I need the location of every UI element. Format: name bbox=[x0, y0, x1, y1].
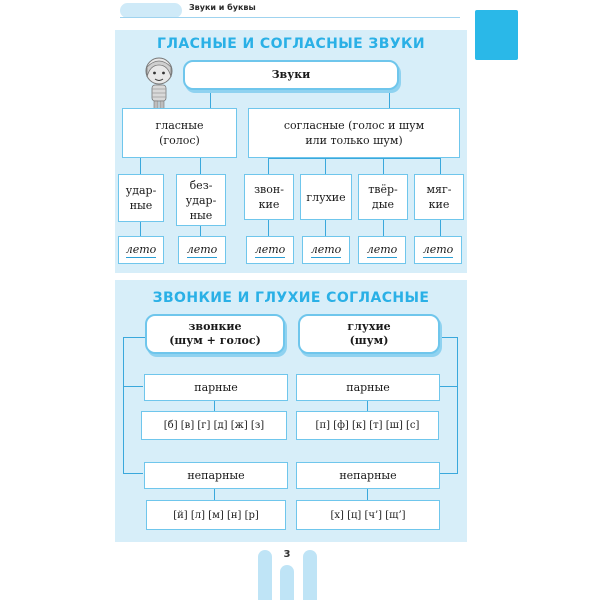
stressed-box bbox=[118, 174, 164, 222]
sounds-text: [х] [ц] [ч’] [щ’] bbox=[330, 509, 406, 521]
bracket-right bbox=[440, 386, 458, 387]
section2-title: ЗВОНКИЕ И ГЛУХИЕ СОГЛАСНЫЕ bbox=[152, 290, 430, 306]
connector bbox=[389, 92, 390, 108]
soft-box bbox=[414, 174, 464, 220]
connector bbox=[214, 401, 215, 411]
voiced-pill-line1: звонкие bbox=[188, 320, 242, 333]
example-word bbox=[414, 236, 462, 264]
example-word-text: лето bbox=[422, 243, 454, 256]
connector bbox=[325, 158, 326, 174]
footer-bar bbox=[303, 550, 317, 600]
voiceless-box bbox=[300, 174, 352, 220]
voiceless-unpaired-label bbox=[296, 462, 440, 489]
bracket-right bbox=[440, 473, 458, 474]
connector bbox=[367, 488, 368, 500]
paired-text: парные bbox=[346, 381, 390, 394]
connector bbox=[383, 158, 384, 174]
voiced-pill bbox=[145, 314, 285, 354]
sounds-root-label: Звуки bbox=[271, 68, 311, 81]
connector bbox=[140, 158, 141, 174]
voiceless-pill-line2: (шум) bbox=[349, 334, 389, 347]
footer-bar bbox=[258, 550, 272, 600]
example-word-text: лето bbox=[125, 243, 157, 256]
example-word-text: лето bbox=[366, 243, 398, 256]
leaf-line: удар- bbox=[125, 184, 157, 197]
example-word bbox=[302, 236, 350, 264]
connector bbox=[383, 220, 384, 236]
connector bbox=[210, 92, 390, 93]
voiced-paired-label bbox=[144, 374, 288, 401]
voiced-box bbox=[244, 174, 294, 220]
unstressed-box bbox=[176, 174, 226, 226]
vowels-label-line2: (голос) bbox=[159, 134, 200, 147]
example-word bbox=[178, 236, 226, 264]
bracket-left bbox=[123, 473, 143, 474]
consonants-label-line2: или только шум) bbox=[305, 134, 403, 147]
voiceless-paired-label bbox=[296, 374, 440, 401]
connector bbox=[268, 158, 440, 159]
connector bbox=[268, 158, 269, 174]
bracket-right bbox=[457, 337, 458, 473]
connector bbox=[214, 488, 215, 500]
sounds-text: [й] [л] [м] [н] [р] bbox=[173, 509, 259, 521]
example-word bbox=[246, 236, 294, 264]
example-word-text: лето bbox=[186, 243, 218, 256]
connector bbox=[367, 401, 368, 411]
voiced-unpaired-label bbox=[144, 462, 288, 489]
connector bbox=[200, 158, 201, 174]
leaf-line: кие bbox=[428, 198, 450, 211]
connector bbox=[440, 158, 441, 174]
vowels-label-line1: гласные bbox=[155, 119, 204, 132]
example-word bbox=[118, 236, 164, 264]
connector bbox=[440, 220, 441, 236]
example-word bbox=[358, 236, 406, 264]
unpaired-text: непарные bbox=[187, 469, 245, 482]
bracket-left bbox=[123, 337, 145, 338]
paired-text: парные bbox=[194, 381, 238, 394]
sounds-text: [б] [в] [г] [д] [ж] [з] bbox=[163, 420, 265, 431]
example-word-text: лето bbox=[254, 243, 286, 256]
leaf-line: твёр- bbox=[368, 183, 398, 196]
leaf-line: глухие bbox=[306, 190, 346, 204]
bracket-left bbox=[123, 337, 124, 473]
leaf-line: удар- bbox=[185, 193, 217, 207]
bracket-left bbox=[123, 386, 143, 387]
leaf-line: дые bbox=[371, 198, 395, 211]
connector bbox=[268, 220, 269, 236]
leaf-line: кие bbox=[258, 198, 280, 211]
sounds-root-box bbox=[183, 60, 399, 90]
girl-illustration bbox=[140, 55, 178, 113]
example-word-text: лето bbox=[310, 243, 342, 256]
section1-title: ГЛАСНЫЕ И СОГЛАСНЫЕ ЗВУКИ bbox=[157, 36, 425, 52]
connector bbox=[325, 220, 326, 236]
header-rule bbox=[120, 17, 460, 18]
connector bbox=[210, 92, 211, 108]
running-header: Звуки и буквы bbox=[189, 3, 256, 12]
voiceless-paired-sounds bbox=[296, 411, 439, 440]
leaf-line: ные bbox=[189, 208, 213, 222]
voiceless-pill-line1: глухие bbox=[347, 320, 391, 333]
voiced-paired-sounds bbox=[141, 411, 287, 440]
header-pill bbox=[120, 3, 182, 18]
page-number: 3 bbox=[283, 549, 291, 560]
voiceless-pill bbox=[298, 314, 440, 354]
leaf-line: без- bbox=[189, 178, 213, 192]
consonants-box bbox=[248, 108, 460, 158]
consonants-label-line1: согласные (голос и шум bbox=[283, 119, 425, 132]
footer-bar bbox=[280, 565, 294, 600]
unpaired-text: непарные bbox=[339, 469, 397, 482]
leaf-line: звон- bbox=[254, 183, 284, 196]
chapter-tab bbox=[475, 10, 518, 60]
voiced-pill-line2: (шум + голос) bbox=[169, 334, 261, 347]
leaf-line: мяг- bbox=[426, 183, 452, 196]
voiced-unpaired-sounds bbox=[146, 500, 286, 530]
vowels-box bbox=[122, 108, 237, 158]
sounds-text: [п] [ф] [к] [т] [ш] [с] bbox=[315, 420, 420, 431]
connector bbox=[140, 220, 141, 236]
bracket-right bbox=[440, 337, 458, 338]
leaf-line: ные bbox=[129, 199, 153, 212]
voiceless-unpaired-sounds bbox=[296, 500, 440, 530]
hard-box bbox=[358, 174, 408, 220]
